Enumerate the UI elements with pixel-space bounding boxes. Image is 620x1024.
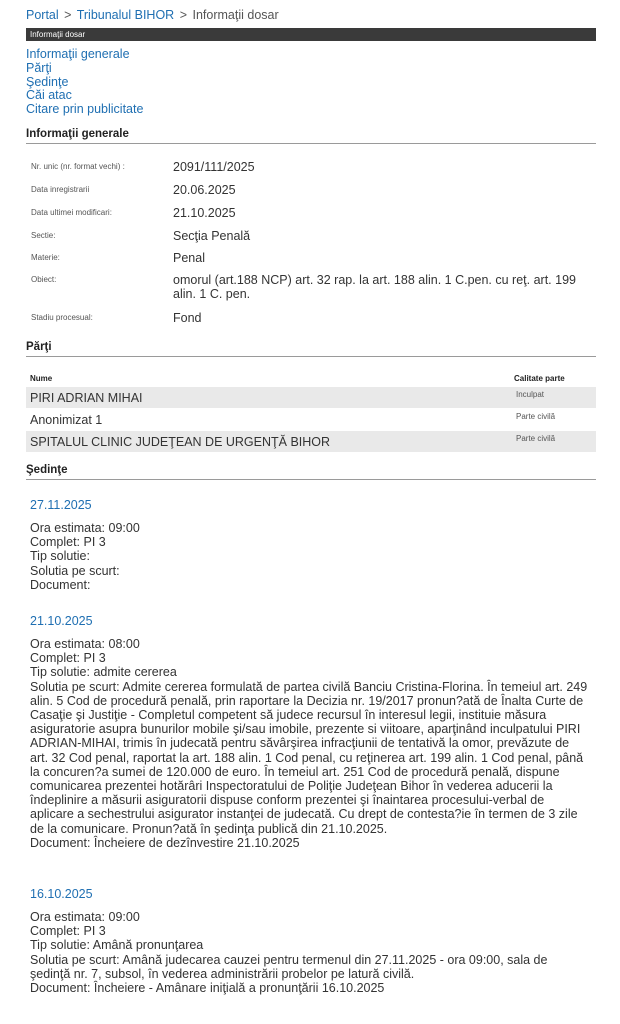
party-role: Parte civilă — [516, 434, 556, 443]
info-value: 20.06.2025 — [173, 183, 236, 197]
table-row — [26, 387, 596, 408]
info-value: 2091/111/2025 — [173, 160, 255, 174]
hearing-solution-summary: Solutia pe scurt: Admite cererea formulată de partea civilă Banciu Cristina-Florina. În temeiul art. 249 alin. 5 Cod de procedură penală, prin raportare la Decizia nr. 19/2017 pronun?ată de Înalta Curte de Casaţie şi Justiţie - Completul competent să judece recursul în interesul legii, instituie măsura asiguratorie asupra bunurilor mobile şi/sau imobile, prezente si viitoare, aparţinând inculpatului PIRI ADRIAN-MIHAI, trimis în judecată pentru săvârşirea infracţiunii de tentativă la omor, prevăzute de art. 32 Cod penal, raportat la art. 188 alin. 1 Cod penal, cu reţinerea art. 199 alin. 1 Cod penal, până la concuren?a sumei de 120.000 de euro. În temeiul art. 251 Cod de procedură penală, dispune comunicarea prezentei hotărâri Inspectoratului de Poliţie Judeţean Bihor în vederea aducerii la îndeplinire a măsurii asiguratorii dispuse conform prezentei şi înaintarea procesului-verbal de aplicare a sechestrului asigurator instanţei de judecată. Cu drept de contesta?ie în termen de 3 zile de la comunicare. Pronun?ată în şedinţa publică din 21.10.2025. — [30, 679, 588, 836]
hearing-solution-type: Tip solutie: Amână pronunţarea — [30, 938, 204, 953]
info-label: Sectie: — [31, 231, 56, 240]
nav-link-cai-atac[interactable]: Căi atac — [26, 88, 72, 103]
section-nav — [26, 48, 143, 117]
hearing-panel: Complet: PI 3 — [30, 924, 106, 939]
info-value: Fond — [173, 311, 202, 325]
hearing-date: 27.11.2025 — [30, 498, 92, 512]
info-label: Obiect: — [31, 275, 57, 284]
info-label: Stadiu procesual: — [31, 313, 93, 322]
breadcrumb-separator: > — [64, 8, 72, 22]
info-label: Nr. unic (nr. format vechi) : — [31, 162, 125, 171]
section-title-sedinte: Şedinţe — [26, 464, 596, 480]
party-name: SPITALUL CLINIC JUDEŢEAN DE URGENŢĂ BIHOR — [30, 435, 331, 449]
info-label: Materie: — [31, 253, 60, 262]
info-label: Data ultimei modificari: — [31, 208, 112, 217]
hearing-details — [30, 521, 590, 592]
hearing-document: Document: — [30, 577, 91, 592]
hearing-date: 16.10.2025 — [30, 887, 93, 901]
hearing-time: Ora estimata: 09:00 — [30, 910, 140, 924]
breadcrumb-separator: > — [179, 8, 187, 22]
hearing-solution-type: Tip solutie: — [30, 549, 90, 564]
nav-link-informatii-generale[interactable]: Informaţii generale — [26, 47, 130, 61]
page-title-bar: Informaţii dosar — [26, 28, 596, 41]
nav-link-parti[interactable]: Părţi — [26, 60, 52, 75]
hearing-details — [30, 910, 590, 995]
party-role: Parte civilă — [516, 412, 556, 421]
nav-link-sedinte[interactable]: Şedinţe — [26, 74, 69, 89]
nav-link-citare-publicitate[interactable]: Citare prin publicitate — [26, 102, 144, 117]
party-name: Anonimizat 1 — [30, 413, 103, 427]
info-value: 21.10.2025 — [173, 206, 236, 220]
breadcrumb-portal-link[interactable]: Portal — [26, 8, 59, 22]
hearing-solution-summary: Solutia pe scurt: Amână judecarea cauzei pentru termenul din 27.11.2025 - ora 09:00, sala de şedinţă nr. 7, subsol, în vederea administrării probelor pe latură civilă. — [30, 952, 548, 981]
breadcrumb-tribunal-link[interactable]: Tribunalul BIHOR — [76, 8, 175, 22]
hearing-panel: Complet: PI 3 — [30, 651, 106, 666]
hearing-date: 21.10.2025 — [30, 614, 93, 628]
hearing-solution-type: Tip solutie: admite cererea — [30, 665, 177, 680]
party-role: Inculpat — [516, 390, 545, 399]
breadcrumb — [26, 8, 279, 22]
column-header-calitate: Calitate parte — [514, 374, 565, 383]
hearing-details — [30, 637, 590, 850]
info-value: Secţia Penală — [173, 229, 251, 243]
info-label: Data inregistrarii — [31, 185, 90, 194]
column-header-nume: Nume — [30, 374, 53, 383]
hearing-time: Ora estimata: 08:00 — [30, 637, 140, 651]
hearing-panel: Complet: PI 3 — [30, 535, 106, 550]
hearing-document: Document: Încheiere - Amânare iniţială a pronunţării 16.10.2025 — [30, 981, 385, 996]
party-name: PIRI ADRIAN MIHAI — [30, 391, 143, 405]
info-value: omorul (art.188 NCP) art. 32 rap. la art. 188 alin. 1 C.pen. cu reţ. art. 199 alin. 1 C. pen. — [173, 273, 576, 301]
breadcrumb-current: Informaţii dosar — [192, 8, 279, 22]
hearing-time: Ora estimata: 09:00 — [30, 521, 140, 535]
table-row — [26, 409, 596, 430]
hearing-document: Document: Încheiere de dezînvestire 21.10.2025 — [30, 835, 300, 850]
section-title-informatii-generale: Informaţii generale — [26, 128, 596, 144]
hearing-solution-summary: Solutia pe scurt: — [30, 563, 120, 578]
info-value: Penal — [173, 251, 205, 265]
section-title-parti: Părţi — [26, 341, 596, 357]
table-row — [26, 431, 596, 452]
